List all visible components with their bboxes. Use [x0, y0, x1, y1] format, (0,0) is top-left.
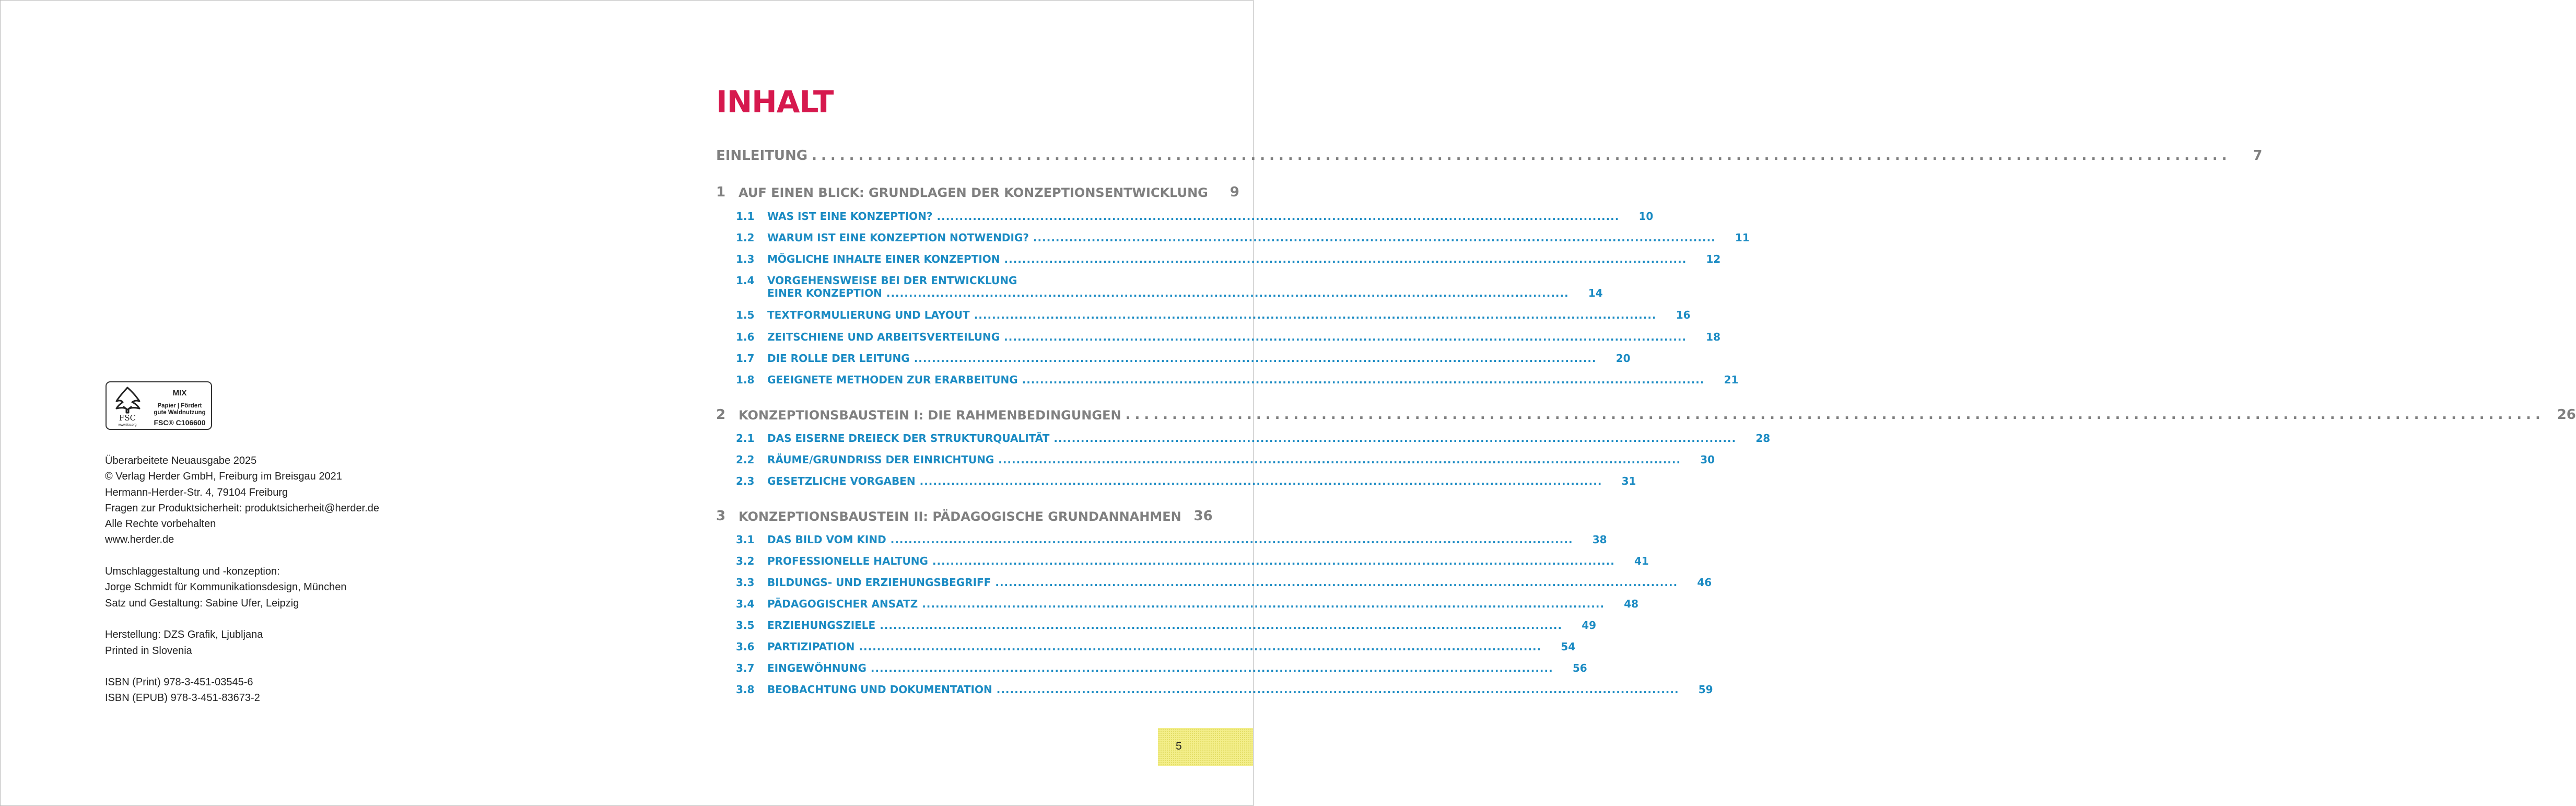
toc-section-number: 1.2 — [736, 231, 755, 244]
toc-section-title-cont: EINER KONZEPTION — [767, 287, 882, 299]
toc-section-title: DAS BILD VOM KIND — [767, 533, 886, 546]
toc-section[interactable] — [736, 555, 1649, 567]
toc-section-page: 28 — [1755, 432, 1771, 445]
toc-section-title: RÄUME/GRUNDRISS DER EINRICHTUNG — [767, 453, 994, 466]
toc-section-title: TEXTFORMULIERUNG UND LAYOUT — [767, 309, 970, 321]
imprint — [105, 453, 379, 706]
toc-section-page: 31 — [1621, 475, 1636, 487]
fsc-claim-line: gute Waldnutzung — [154, 410, 206, 416]
toc-section[interactable] — [736, 475, 1636, 487]
toc-section-page: 49 — [1582, 619, 1597, 632]
toc-section[interactable] — [736, 373, 1739, 386]
imprint-line: Alle Rechte vorbehalten — [105, 518, 216, 530]
toc-title: INHALT — [716, 84, 834, 120]
imprint-line: ISBN (Print) 978-3-451-03545-6 — [105, 676, 253, 688]
toc-chapter[interactable] — [716, 407, 2576, 423]
toc-section-title: MÖGLICHE INHALTE EINER KONZEPTION — [767, 253, 1000, 265]
toc-section[interactable] — [736, 253, 1721, 265]
toc-section-page: 48 — [1624, 598, 1639, 610]
toc-chapter-page: 36 — [1193, 508, 1213, 524]
toc-section-number: 3.6 — [736, 640, 755, 653]
toc-chapter-page: 9 — [1230, 184, 1239, 200]
toc-section-page: 10 — [1638, 210, 1654, 223]
toc-section-number: 1.3 — [736, 253, 755, 265]
toc-chapter[interactable] — [716, 184, 1239, 200]
toc-entry-page: 7 — [2253, 148, 2263, 163]
toc-section[interactable] — [736, 432, 1771, 445]
toc-section[interactable] — [736, 533, 1607, 546]
toc-section[interactable] — [736, 331, 1721, 343]
toc-chapter-title: AUF EINEN BLICK: GRUNDLAGEN DER KONZEPTIONSENTWICKLUNG — [739, 185, 1208, 200]
toc-section-title: EINGEWÖHNUNG — [767, 662, 867, 674]
toc-section-number: 3.5 — [736, 619, 755, 632]
imprint-line: ISBN (EPUB) 978-3-451-83673-2 — [105, 692, 260, 704]
toc-section-number: 2.3 — [736, 475, 755, 487]
toc-section-title: BILDUNGS- UND ERZIEHUNGSBEGRIFF — [767, 576, 991, 589]
toc-entry-title: EINLEITUNG — [716, 148, 808, 163]
toc-section-title: ZEITSCHIENE UND ARBEITSVERTEILUNG — [767, 331, 1000, 343]
toc-section-title: VORGEHENSWEISE BEI DER ENTWICKLUNG — [767, 274, 1017, 287]
toc-section-page: 59 — [1698, 683, 1713, 696]
imprint-line: www.herder.de — [105, 534, 174, 546]
toc-section[interactable] — [736, 231, 1750, 244]
toc-chapter-number: 3 — [716, 508, 726, 524]
toc-section-page: 46 — [1697, 576, 1712, 589]
toc-section[interactable] — [736, 576, 1712, 589]
toc-section-number: 3.1 — [736, 533, 755, 546]
toc-chapter-number: 1 — [716, 184, 726, 200]
toc-section-number: 1.4 — [736, 274, 755, 287]
toc-section-number: 3.3 — [736, 576, 755, 589]
toc-section-number: 2.1 — [736, 432, 755, 445]
fsc-logo — [106, 381, 212, 430]
fsc-claim-line: Papier | Fördert — [157, 403, 202, 409]
toc-section-number: 3.2 — [736, 555, 755, 567]
toc-section-title: GESETZLICHE VORGABEN — [767, 475, 916, 487]
toc-section[interactable] — [736, 352, 1631, 365]
toc-chapter-title: KONZEPTIONSBAUSTEIN II: PÄDAGOGISCHE GRUNDANNAHMEN — [739, 509, 1181, 524]
toc-section-page: 38 — [1592, 533, 1607, 546]
toc-entry-intro[interactable] — [716, 148, 2263, 163]
toc-section[interactable] — [736, 274, 1603, 299]
toc-section-number: 1.5 — [736, 309, 755, 321]
toc-section[interactable] — [736, 640, 1576, 653]
toc-section[interactable] — [736, 453, 1715, 466]
toc-section-number: 1.7 — [736, 352, 755, 365]
imprint-line: Printed in Slovenia — [105, 645, 192, 657]
toc-section-title: DIE ROLLE DER LEITUNG — [767, 352, 910, 365]
toc-section-page: 21 — [1724, 373, 1739, 386]
toc-section[interactable] — [736, 662, 1587, 674]
imprint-line: Jorge Schmidt für Kommunikationsdesign, München — [105, 581, 347, 593]
toc-section-number: 1.6 — [736, 331, 755, 343]
toc-section-title: GEEIGNETE METHODEN ZUR ERARBEITUNG — [767, 373, 1018, 386]
toc-chapter-title: KONZEPTIONSBAUSTEIN I: DIE RAHMENBEDINGUNGEN — [739, 408, 1121, 423]
toc-chapter[interactable] — [716, 508, 1213, 524]
toc-section[interactable] — [736, 619, 1597, 632]
toc-section-page: 12 — [1706, 253, 1721, 265]
fsc-license-code: FSC® C106600 — [154, 418, 206, 427]
toc-section-title: ERZIEHUNGSZIELE — [767, 619, 876, 632]
toc-section-number: 2.2 — [736, 453, 755, 466]
toc-section[interactable] — [736, 309, 1691, 321]
imprint-line: © Verlag Herder GmbH, Freiburg im Breisgau 2021 — [105, 471, 342, 483]
fsc-brand-text: FSC — [119, 413, 136, 423]
toc-section-title: BEOBACHTUNG UND DOKUMENTATION — [767, 683, 992, 696]
toc-section[interactable] — [736, 683, 1713, 696]
fsc-claim — [148, 403, 211, 416]
toc-section-title: PÄDAGOGISCHER ANSATZ — [767, 598, 918, 610]
imprint-line: Überarbeitete Neuausgabe 2025 — [105, 455, 257, 466]
toc-section-number: 1.8 — [736, 373, 755, 386]
fsc-url-text: www.fsc.org — [118, 423, 137, 427]
imprint-line: Satz und Gestaltung: Sabine Ufer, Leipzig — [105, 597, 299, 609]
toc-section-title: WARUM IST EINE KONZEPTION NOTWENDIG? — [767, 231, 1029, 244]
toc-section[interactable] — [736, 598, 1639, 610]
toc-chapter-number: 2 — [716, 407, 726, 423]
imprint-line: Herstellung: DZS Grafik, Ljubljana — [105, 629, 263, 641]
toc-section-page: 20 — [1615, 352, 1631, 365]
toc-chapter-page: 26 — [2557, 407, 2576, 423]
fsc-tree-icon — [109, 384, 146, 427]
toc-section-page: 14 — [1588, 287, 1603, 299]
toc-section-number: 3.7 — [736, 662, 755, 674]
toc-section-title: PARTIZIPATION — [767, 640, 855, 653]
toc-section-page: 30 — [1700, 453, 1715, 466]
toc-section-page: 56 — [1572, 662, 1587, 674]
toc-section-title: PROFESSIONELLE HALTUNG — [767, 555, 928, 567]
page-number: 5 — [1176, 740, 1182, 752]
toc-section-page: 11 — [1735, 231, 1750, 244]
toc-section-number: 3.8 — [736, 683, 755, 696]
toc-section-page: 18 — [1706, 331, 1721, 343]
toc-section-title: DAS EISERNE DREIECK DER STRUKTURQUALITÄT — [767, 432, 1050, 445]
toc-section-title: WAS IST EINE KONZEPTION? — [767, 210, 933, 223]
imprint-line: Hermann-Herder-Str. 4, 79104 Freiburg — [105, 486, 288, 498]
toc-section-number: 1.1 — [736, 210, 755, 223]
toc-section-page: 16 — [1676, 309, 1691, 321]
imprint-line: Fragen zur Produktsicherheit: produktsicherheit@herder.de — [105, 502, 380, 514]
toc-section[interactable] — [736, 210, 1654, 223]
fsc-mix-label: MIX — [172, 389, 187, 398]
toc-section-number: 3.4 — [736, 598, 755, 610]
page-number-tab — [1158, 728, 1253, 766]
toc-section-page: 41 — [1634, 555, 1649, 567]
toc-section-page: 54 — [1561, 640, 1576, 653]
imprint-line: Umschlaggestaltung und -konzeption: — [105, 566, 280, 578]
